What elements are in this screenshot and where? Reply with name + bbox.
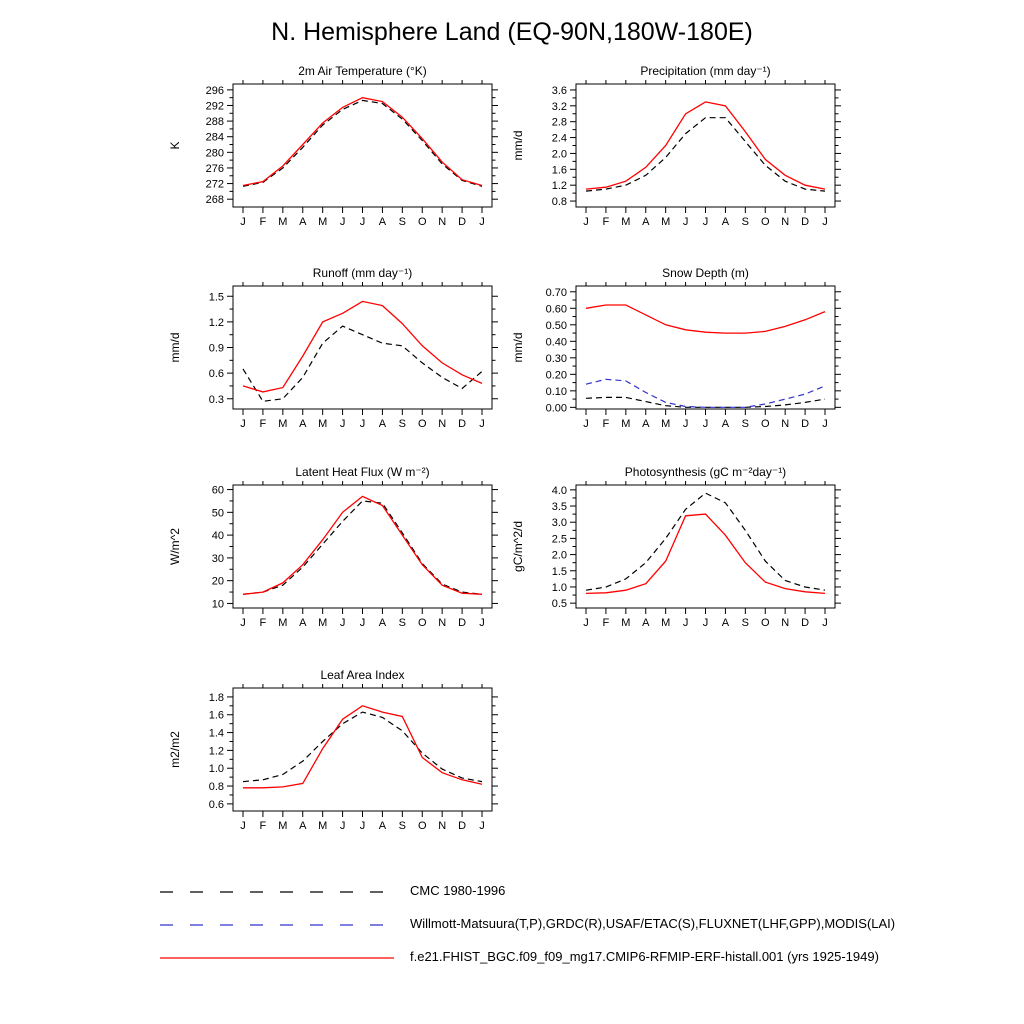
svg-text:M: M [621, 216, 631, 228]
svg-text:40: 40 [211, 530, 224, 543]
leaf-area-index-chart [155, 666, 505, 841]
y-axis [552, 85, 841, 208]
svg-text:2.0: 2.0 [551, 148, 567, 161]
series-line [586, 102, 825, 189]
series-line [243, 326, 482, 401]
svg-text:0.30: 0.30 [545, 352, 567, 365]
svg-text:J: J [339, 418, 346, 430]
y-axis [209, 692, 498, 811]
svg-text:60: 60 [211, 484, 224, 497]
svg-text:J: J [479, 216, 485, 228]
precipitation-chart [498, 62, 848, 237]
x-axis [240, 481, 485, 629]
svg-text:1.5: 1.5 [208, 291, 224, 304]
svg-text:D: D [458, 617, 467, 629]
svg-text:3.2: 3.2 [551, 100, 567, 113]
svg-text:20: 20 [211, 575, 224, 588]
svg-text:D: D [801, 418, 810, 430]
svg-text:F: F [259, 617, 267, 629]
svg-text:J: J [359, 820, 366, 832]
legend [158, 874, 895, 973]
svg-text:1.6: 1.6 [208, 709, 224, 722]
svg-text:J: J [682, 418, 689, 430]
svg-text:50: 50 [211, 507, 224, 520]
panel-snow-depth [498, 264, 848, 439]
svg-text:A: A [378, 820, 387, 832]
svg-text:10: 10 [211, 598, 224, 611]
svg-text:F: F [602, 216, 610, 228]
svg-text:N: N [781, 418, 790, 430]
y-axis [546, 287, 841, 415]
svg-text:A: A [299, 216, 307, 228]
svg-text:D: D [801, 216, 810, 228]
svg-text:A: A [642, 216, 650, 228]
svg-text:O: O [417, 216, 427, 228]
svg-text:0.70: 0.70 [545, 286, 567, 299]
x-axis [583, 481, 828, 629]
svg-text:O: O [760, 617, 770, 629]
y-axis [212, 485, 498, 611]
svg-text:N: N [438, 820, 447, 832]
chart-title: 2m Air Temperature (°K) [298, 64, 427, 78]
svg-text:0.10: 0.10 [545, 385, 567, 398]
legend-entry-cmc [158, 874, 895, 907]
svg-text:272: 272 [205, 178, 224, 191]
chart-title: Precipitation (mm day⁻¹) [640, 64, 771, 78]
svg-text:S: S [398, 617, 407, 629]
svg-text:J: J [240, 820, 246, 832]
panel-runoff [155, 264, 505, 439]
svg-text:0.5: 0.5 [551, 598, 567, 611]
svg-text:M: M [621, 418, 631, 430]
svg-text:J: J [359, 617, 366, 629]
svg-text:J: J [702, 617, 709, 629]
legend-label: CMC 1980-1996 [410, 883, 506, 898]
svg-text:N: N [438, 216, 447, 228]
series-line [243, 301, 482, 392]
photosynthesis-chart [498, 463, 848, 638]
svg-text:276: 276 [205, 162, 224, 175]
svg-text:2.4: 2.4 [551, 132, 567, 145]
svg-text:3.6: 3.6 [551, 84, 567, 97]
chart-title: Runoff (mm day⁻¹) [312, 266, 413, 280]
latent-heat-flux-chart [155, 463, 505, 638]
panel-precipitation [498, 62, 848, 237]
air-temperature-chart [155, 62, 505, 237]
panel-photosynthesis [498, 463, 848, 638]
chart-title: Snow Depth (m) [662, 266, 749, 280]
series-line [243, 712, 482, 782]
svg-text:M: M [318, 617, 328, 629]
y-axis [552, 485, 841, 610]
svg-text:J: J [702, 216, 709, 228]
svg-text:292: 292 [205, 100, 224, 113]
svg-text:0.8: 0.8 [208, 781, 224, 794]
svg-text:M: M [278, 820, 288, 832]
y-axis-label: mm/d [511, 332, 525, 363]
svg-text:J: J [479, 820, 485, 832]
svg-text:F: F [259, 418, 267, 430]
svg-text:2.5: 2.5 [551, 533, 567, 546]
svg-text:0.8: 0.8 [551, 196, 567, 209]
svg-text:1.5: 1.5 [551, 565, 567, 578]
svg-text:A: A [378, 617, 387, 629]
svg-text:A: A [299, 617, 307, 629]
svg-text:0.3: 0.3 [208, 393, 224, 406]
svg-text:1.4: 1.4 [208, 727, 224, 740]
svg-text:M: M [661, 216, 671, 228]
svg-text:S: S [741, 617, 750, 629]
svg-text:A: A [721, 216, 730, 228]
svg-text:N: N [781, 617, 790, 629]
plot-frame [576, 485, 835, 608]
y-axis-label: gC/m^2/d [511, 521, 525, 572]
figure-title: N. Hemisphere Land (EQ-90N,180W-180E) [271, 18, 753, 46]
svg-text:3.0: 3.0 [551, 517, 567, 530]
svg-text:S: S [398, 820, 407, 832]
snow-depth-chart [498, 264, 848, 439]
series-line [586, 493, 825, 590]
svg-text:J: J [702, 418, 709, 430]
svg-text:A: A [299, 418, 307, 430]
series-line [586, 118, 825, 191]
svg-text:F: F [259, 216, 267, 228]
x-axis [240, 80, 485, 228]
svg-text:J: J [822, 216, 828, 228]
svg-text:M: M [661, 617, 671, 629]
svg-text:J: J [240, 216, 246, 228]
legend-swatch-dashed-black [158, 884, 396, 898]
svg-text:J: J [583, 216, 589, 228]
legend-label: f.e21.FHIST_BGC.f09_f09_mg17.CMIP6-RFMIP-ERF-histall.001 (yrs 1925-1949) [410, 949, 879, 964]
svg-text:F: F [602, 617, 610, 629]
svg-text:0.00: 0.00 [545, 402, 567, 415]
y-axis-label: W/m^2 [168, 528, 182, 565]
svg-text:D: D [458, 820, 467, 832]
svg-text:M: M [278, 418, 288, 430]
svg-text:S: S [741, 418, 750, 430]
svg-text:M: M [278, 216, 288, 228]
chart-title: Latent Heat Flux (W m⁻²) [295, 465, 430, 479]
y-axis-label: K [168, 141, 182, 150]
svg-text:O: O [760, 418, 770, 430]
svg-text:D: D [458, 216, 467, 228]
svg-text:296: 296 [205, 84, 224, 97]
svg-text:O: O [417, 418, 427, 430]
svg-text:M: M [318, 820, 328, 832]
svg-text:0.40: 0.40 [545, 336, 567, 349]
svg-text:A: A [642, 617, 650, 629]
svg-text:A: A [721, 418, 730, 430]
svg-text:S: S [398, 216, 407, 228]
svg-text:1.0: 1.0 [208, 763, 224, 776]
legend-swatch-solid-red [158, 950, 396, 964]
svg-text:F: F [259, 820, 267, 832]
svg-text:N: N [781, 216, 790, 228]
svg-text:J: J [583, 617, 589, 629]
svg-text:M: M [278, 617, 288, 629]
series-line [243, 706, 482, 788]
svg-text:S: S [741, 216, 750, 228]
y-axis-label: mm/d [511, 130, 525, 161]
svg-text:M: M [318, 418, 328, 430]
svg-text:0.50: 0.50 [545, 319, 567, 332]
y-axis-label: mm/d [168, 332, 182, 363]
legend-entry-model [158, 940, 895, 973]
svg-text:O: O [760, 216, 770, 228]
svg-text:A: A [378, 418, 387, 430]
svg-text:1.2: 1.2 [551, 180, 567, 193]
svg-text:J: J [339, 617, 346, 629]
runoff-chart [155, 264, 505, 439]
svg-text:284: 284 [205, 131, 224, 144]
y-axis-label: m2/m2 [168, 731, 182, 768]
svg-text:F: F [602, 418, 610, 430]
legend-label: Willmott-Matsuura(T,P),GRDC(R),USAF/ETAC(S),FLUXNET(LHF,GPP),MODIS(LAI) [410, 916, 896, 931]
svg-text:A: A [721, 617, 730, 629]
svg-text:0.6: 0.6 [208, 368, 224, 381]
series-line [243, 100, 482, 186]
svg-text:J: J [240, 617, 246, 629]
svg-text:J: J [359, 216, 366, 228]
svg-text:1.6: 1.6 [551, 164, 567, 177]
series-line [586, 305, 825, 333]
chart-title: Leaf Area Index [320, 668, 405, 682]
svg-text:A: A [378, 216, 387, 228]
svg-text:J: J [682, 617, 689, 629]
series-line [243, 496, 482, 594]
svg-text:M: M [318, 216, 328, 228]
svg-text:J: J [583, 418, 589, 430]
svg-text:0.9: 0.9 [208, 342, 224, 355]
svg-text:J: J [359, 418, 366, 430]
series-line [243, 98, 482, 186]
chart-title: Photosynthesis (gC m⁻²day⁻¹) [624, 465, 787, 479]
svg-text:280: 280 [205, 147, 224, 160]
svg-text:268: 268 [205, 194, 224, 207]
panel-air-temperature [155, 62, 505, 237]
svg-text:1.0: 1.0 [551, 581, 567, 594]
svg-text:S: S [398, 418, 407, 430]
svg-text:2.0: 2.0 [551, 549, 567, 562]
svg-text:J: J [822, 418, 828, 430]
svg-text:A: A [642, 418, 650, 430]
svg-text:J: J [682, 216, 689, 228]
svg-text:J: J [479, 418, 485, 430]
svg-text:J: J [339, 216, 346, 228]
svg-text:O: O [417, 820, 427, 832]
svg-text:N: N [438, 418, 447, 430]
svg-text:288: 288 [205, 116, 224, 129]
svg-text:0.60: 0.60 [545, 303, 567, 316]
series-line [243, 501, 482, 594]
svg-text:J: J [479, 617, 485, 629]
series-line [586, 379, 825, 407]
legend-entry-obs-blue [158, 907, 895, 940]
svg-text:1.2: 1.2 [208, 745, 224, 758]
svg-text:4.0: 4.0 [551, 484, 567, 497]
panel-leaf-area-index [155, 666, 505, 841]
svg-text:1.2: 1.2 [208, 316, 224, 329]
svg-text:A: A [299, 820, 307, 832]
series-line [586, 397, 825, 407]
x-axis [240, 282, 485, 430]
svg-text:O: O [417, 617, 427, 629]
plot-frame [233, 84, 492, 207]
svg-text:0.6: 0.6 [208, 798, 224, 811]
svg-text:3.5: 3.5 [551, 501, 567, 514]
svg-text:J: J [822, 617, 828, 629]
svg-text:D: D [458, 418, 467, 430]
legend-swatch-dashed-blue [158, 917, 396, 931]
svg-text:N: N [438, 617, 447, 629]
svg-text:2.8: 2.8 [551, 116, 567, 129]
svg-text:D: D [801, 617, 810, 629]
svg-text:1.8: 1.8 [208, 691, 224, 704]
svg-text:J: J [240, 418, 246, 430]
svg-text:0.20: 0.20 [545, 369, 567, 382]
svg-text:30: 30 [211, 552, 224, 565]
svg-text:M: M [621, 617, 631, 629]
panel-latent-heat-flux [155, 463, 505, 638]
svg-text:M: M [661, 418, 671, 430]
svg-text:J: J [339, 820, 346, 832]
